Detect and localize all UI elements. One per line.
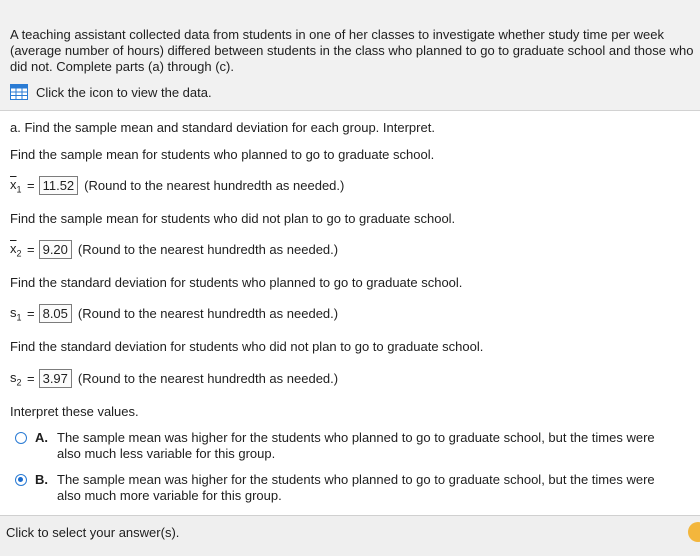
answer-box-sd-1[interactable]: 8.05 bbox=[39, 304, 72, 323]
part-a-heading: a. Find the sample mean and standard deviation for each group. Interpret. bbox=[10, 120, 435, 135]
question-mean-grad: Find the sample mean for students who planned to go to graduate school. bbox=[10, 147, 435, 162]
answer-row-mean-1: $\overline{x}_1$ = 11.52 (Round to the nearest hundredth as needed.) bbox=[10, 176, 345, 195]
rounding-hint: (Round to the nearest hundredth as needed.) bbox=[84, 178, 345, 193]
answer-row-mean-2: $\overline{x}_2$ = 9.20 (Round to the nearest hundredth as needed.) bbox=[10, 240, 339, 259]
interpret-label: Interpret these values. bbox=[10, 404, 139, 419]
radio-option-a[interactable] bbox=[15, 432, 27, 444]
question-intro bbox=[10, 27, 700, 75]
intro-line-3: did not. Complete parts (a) through (c). bbox=[10, 59, 234, 74]
xbar-2-symbol: $\overline{x}_2$ bbox=[10, 240, 22, 259]
option-a[interactable] bbox=[15, 430, 685, 462]
s-1-symbol: $s_1$ bbox=[10, 304, 22, 323]
section-divider bbox=[0, 110, 700, 111]
answer-box-sd-2[interactable]: 3.97 bbox=[39, 369, 72, 388]
option-b[interactable] bbox=[15, 472, 685, 504]
question-sd-grad: Find the standard deviation for students who planned to go to graduate school. bbox=[10, 275, 463, 290]
footer-label: Click to select your answer(s). bbox=[6, 525, 180, 540]
radio-option-b[interactable] bbox=[15, 474, 27, 486]
rounding-hint: (Round to the nearest hundredth as needed.) bbox=[77, 371, 339, 386]
option-b-letter: B. bbox=[35, 472, 48, 487]
rounding-hint: (Round to the nearest hundredth as needed.) bbox=[77, 306, 339, 321]
option-a-letter: A. bbox=[35, 430, 48, 445]
view-data-label[interactable]: Click the icon to view the data. bbox=[36, 84, 212, 100]
answer-box-mean-1[interactable]: 11.52 bbox=[39, 176, 79, 195]
intro-line-1: A teaching assistant collected data from students in one of her classes to investigate whether study time per week bbox=[10, 27, 664, 42]
intro-line-2: (average number of hours) differed between students in the class who planned to go to graduate school and those who bbox=[10, 43, 694, 58]
answer-box-mean-2[interactable]: 9.20 bbox=[39, 240, 72, 259]
rounding-hint: (Round to the nearest hundredth as needed.) bbox=[77, 242, 339, 257]
option-a-text[interactable]: The sample mean was higher for the students who planned to go to graduate school, but the times were also much less variable for this group. bbox=[57, 430, 655, 461]
view-data-link[interactable] bbox=[10, 84, 212, 100]
question-sd-nongrad: Find the standard deviation for students who did not plan to go to graduate school. bbox=[10, 339, 484, 354]
answer-row-sd-2: $s_2$ = 3.97 (Round to the nearest hundredth as needed.) bbox=[10, 369, 339, 388]
s-2-symbol: $s_2$ bbox=[10, 369, 22, 388]
answer-row-sd-1: $s_1$ = 8.05 (Round to the nearest hundredth as needed.) bbox=[10, 304, 339, 323]
question-mean-nongrad: Find the sample mean for students who did not plan to go to graduate school. bbox=[10, 211, 456, 226]
xbar-1-symbol: $\overline{x}_1$ bbox=[10, 176, 22, 195]
table-grid-icon[interactable] bbox=[10, 84, 28, 100]
option-b-text[interactable]: The sample mean was higher for the students who planned to go to graduate school, but the times were also much more variable for this group. bbox=[57, 472, 655, 503]
